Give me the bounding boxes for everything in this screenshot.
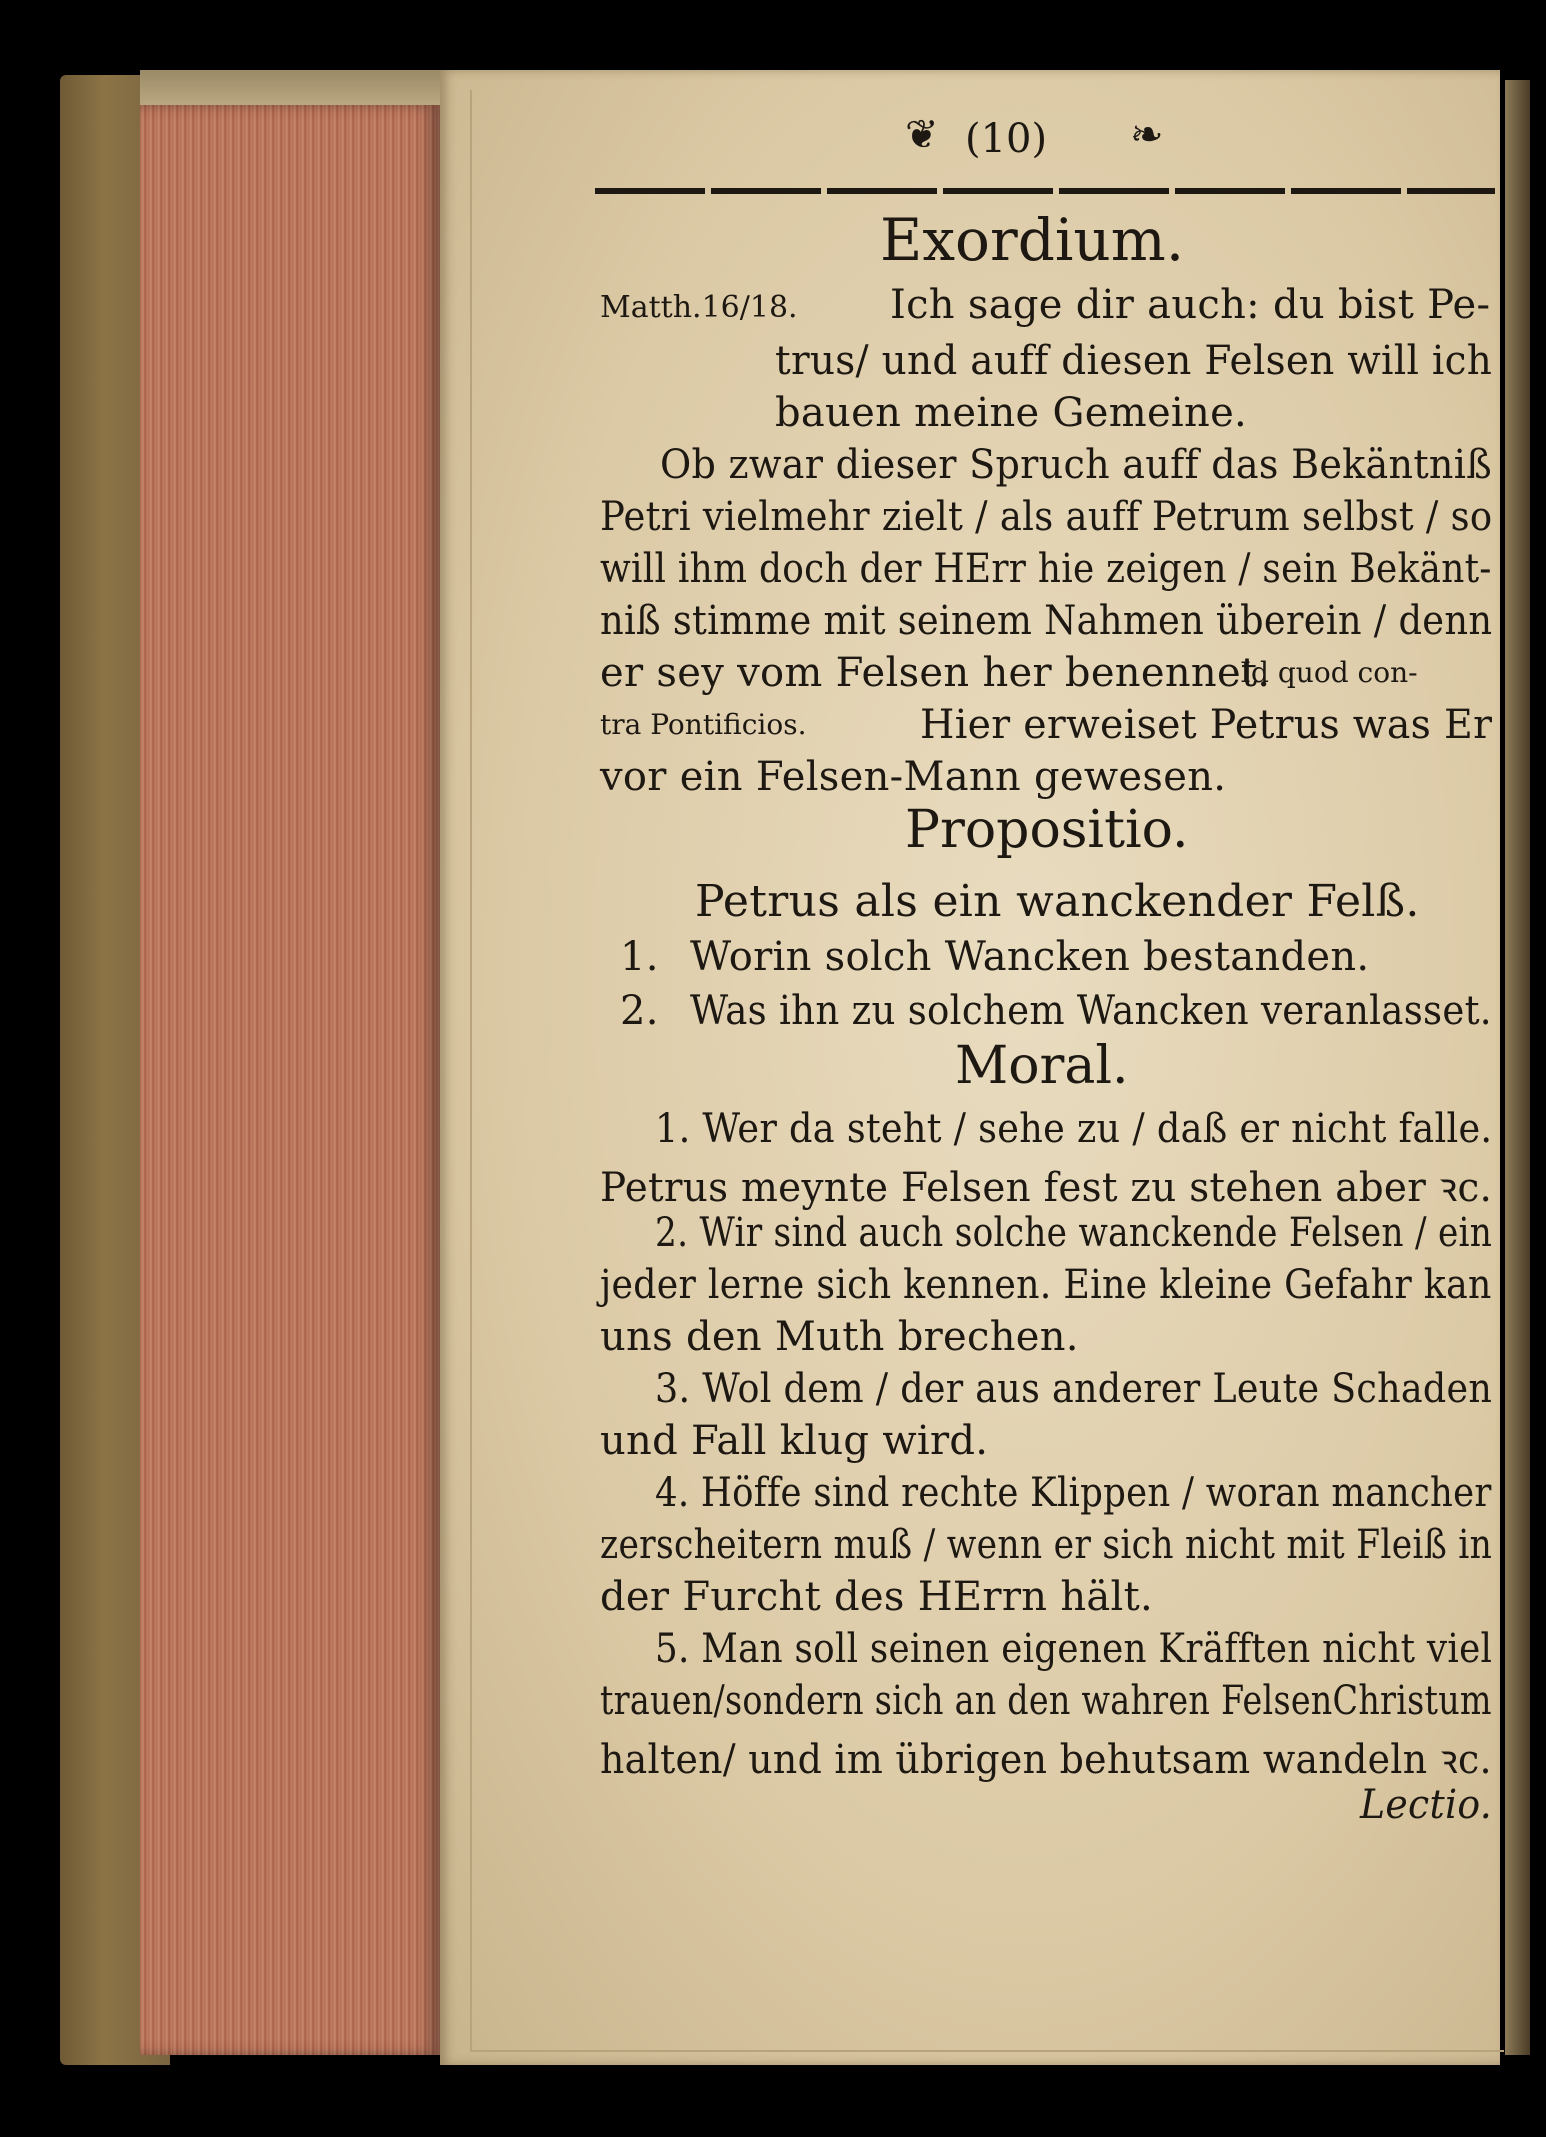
body-line-3: will ihm doch der HErr hie zeigen / sein Bekänt- — [600, 546, 1492, 592]
verse-line-1: Ich sage dir auch: du bist Pe- — [890, 282, 1491, 328]
propositio-item-2-number: 2. — [620, 988, 659, 1034]
header-ornament-left: ❦ — [905, 112, 939, 158]
scripture-reference: Matth.16/18. — [600, 290, 798, 325]
header-ornament-right: ❧ — [1130, 112, 1164, 158]
propositio-item-1-text: Worin solch Wancken bestanden. — [690, 934, 1370, 980]
page-edges — [140, 105, 440, 2055]
moral-line-12: trauen/sondern sich an den wahren FelsenChristum — [600, 1678, 1492, 1724]
body-line-1: Ob zwar dieser Spruch auff das Bekäntniß — [660, 442, 1492, 488]
latin-phrase-2: tra Pontificios. — [600, 708, 807, 741]
header-rule — [595, 188, 1495, 194]
moral-line-13: halten/ und im übrigen behutsam wandeln ꝛc. — [600, 1737, 1492, 1783]
moral-line-7: und Fall klug wird. — [600, 1418, 989, 1464]
moral-line-11: 5. Man soll seinen eigenen Kräfften nicht viel — [655, 1626, 1493, 1672]
facing-page-edge — [1505, 80, 1530, 2055]
body-line-7: vor ein Felsen-Mann gewesen. — [600, 754, 1227, 800]
propositio-item-2-text: Was ihn zu solchem Wancken veranlasset. — [690, 988, 1492, 1034]
body-line-4: niß stimme mit seinem Nahmen überein / denn — [600, 598, 1493, 644]
propositio-item-1-number: 1. — [620, 934, 659, 980]
latin-phrase-1: Id quod con- — [1240, 656, 1418, 689]
body-line-6: Hier erweiset Petrus was Er — [920, 702, 1493, 748]
moral-line-10: der Furcht des HErrn hält. — [600, 1574, 1154, 1620]
verse-line-2: trus/ und auff diesen Felsen will ich — [775, 338, 1493, 384]
body-line-2: Petri vielmehr zielt / als auff Petrum selbst / so — [600, 494, 1493, 540]
catchword: Lectio. — [1360, 1782, 1493, 1828]
propositio-heading: Propositio. — [905, 800, 1189, 860]
page-number: (10) — [965, 116, 1048, 162]
verse-line-3: bauen meine Gemeine. — [775, 390, 1248, 436]
exordium-heading: Exordium. — [880, 206, 1185, 274]
moral-heading: Moral. — [955, 1036, 1129, 1096]
moral-line-8: 4. Höffe sind rechte Klippen / woran mancher — [655, 1470, 1492, 1516]
moral-line-3: 2. Wir sind auch solche wanckende Felsen / ein — [655, 1210, 1493, 1256]
moral-line-2: Petrus meynte Felsen fest zu stehen aber ꝛc. — [600, 1165, 1493, 1211]
moral-line-6: 3. Wol dem / der aus anderer Leute Schaden — [655, 1366, 1493, 1412]
moral-line-5: uns den Muth brechen. — [600, 1314, 1079, 1360]
moral-line-4: jeder lerne sich kennen. Eine kleine Gefahr kan — [600, 1262, 1492, 1308]
propositio-title: Petrus als ein wanckender Felß. — [695, 876, 1420, 927]
moral-line-9: zerscheitern muß / wenn er sich nicht mit Fleiß in — [600, 1522, 1493, 1568]
moral-line-1: 1. Wer da steht / sehe zu / daß er nicht falle. — [655, 1106, 1493, 1152]
body-line-5: er sey vom Felsen her benennet. — [600, 650, 1271, 696]
